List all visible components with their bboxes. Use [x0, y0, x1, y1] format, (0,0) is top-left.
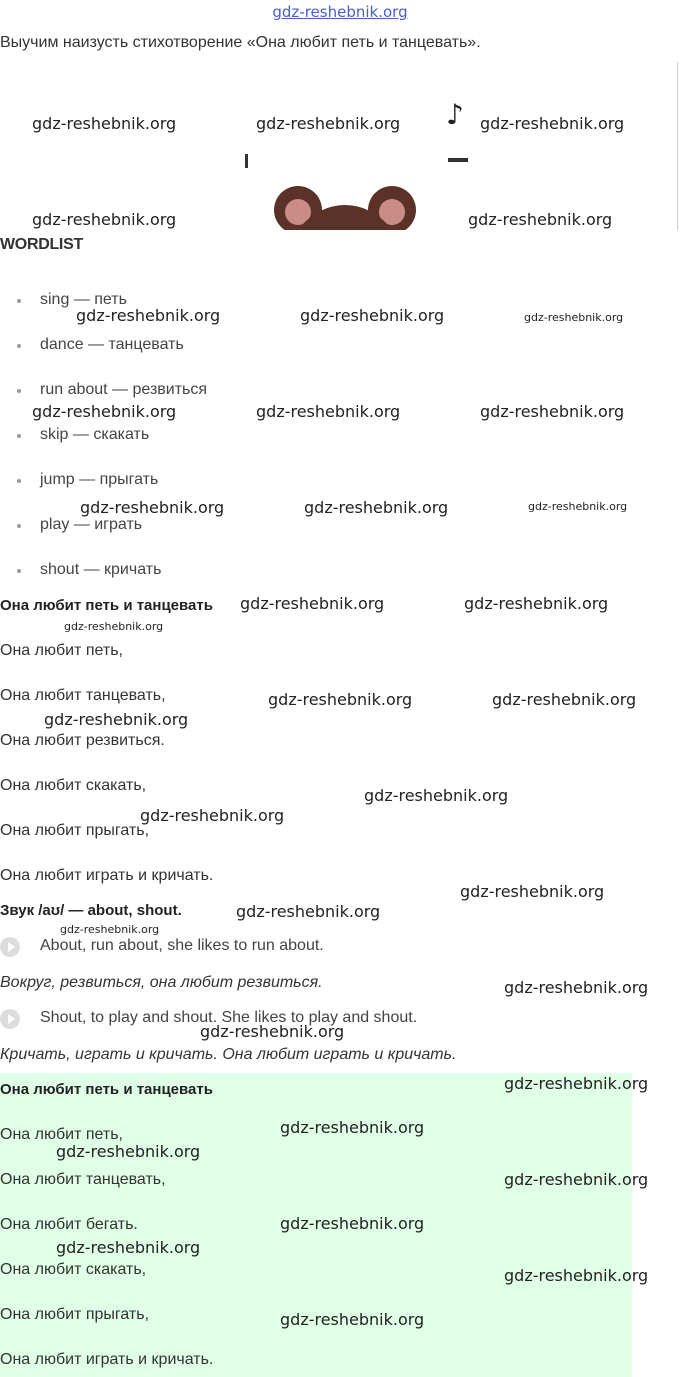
sound-line: Shout, to play and shout. She likes to play and shout.: [40, 1009, 418, 1026]
bullet-icon: [17, 479, 21, 483]
poem-line: Она любит скакать,: [0, 777, 147, 794]
site-title-link[interactable]: gdz-reshebnik.org: [272, 3, 408, 21]
sound-line: About, run about, she likes to run about.: [40, 937, 324, 954]
music-note-icon: ♪: [446, 98, 464, 131]
watermark: gdz-reshebnik.org: [468, 210, 613, 229]
watermark: gdz-reshebnik.org: [364, 786, 509, 805]
divider: [677, 62, 678, 230]
answer-line: Она любит прыгать,: [0, 1306, 150, 1323]
watermark: gdz-reshebnik.org: [32, 402, 177, 421]
watermark: gdz-reshebnik.org: [32, 114, 177, 133]
list-item: jump — прыгать: [40, 471, 159, 488]
poem-line: Она любит танцевать,: [0, 687, 166, 704]
bullet-icon: [17, 434, 21, 438]
play-audio-icon[interactable]: [0, 1009, 20, 1029]
bullet-icon: [17, 569, 21, 573]
decor-line: [448, 158, 468, 162]
answer-line: Она любит играть и кричать.: [0, 1351, 214, 1368]
watermark: gdz-reshebnik.org: [60, 923, 160, 936]
list-item: skip — скакать: [40, 426, 150, 443]
watermark: gdz-reshebnik.org: [76, 306, 221, 325]
watermark: gdz-reshebnik.org: [280, 1118, 425, 1137]
watermark: gdz-reshebnik.org: [256, 114, 401, 133]
watermark: gdz-reshebnik.org: [280, 1310, 425, 1329]
watermark: gdz-reshebnik.org: [492, 690, 637, 709]
answer-title: Она любит петь и танцевать: [0, 1081, 213, 1098]
watermark: gdz-reshebnik.org: [524, 311, 624, 324]
answer-line: Она любит скакать,: [0, 1261, 147, 1278]
watermark: gdz-reshebnik.org: [240, 594, 385, 613]
watermark: gdz-reshebnik.org: [56, 1238, 201, 1257]
watermark: gdz-reshebnik.org: [304, 498, 449, 517]
watermark: gdz-reshebnik.org: [480, 114, 625, 133]
watermark: gdz-reshebnik.org: [32, 210, 177, 229]
translation-line: Вокруг, резвиться, она любит резвиться.: [0, 974, 323, 991]
illustration: [0, 62, 680, 230]
watermark: gdz-reshebnik.org: [256, 402, 401, 421]
watermark: gdz-reshebnik.org: [268, 690, 413, 709]
poem-line: Она любит резвиться.: [0, 732, 165, 749]
watermark: gdz-reshebnik.org: [80, 498, 225, 517]
watermark: gdz-reshebnik.org: [504, 978, 649, 997]
poem-line: Она любит петь,: [0, 642, 123, 659]
list-item: sing — петь: [40, 291, 127, 308]
bullet-icon: [17, 389, 21, 393]
watermark: gdz-reshebnik.org: [464, 594, 609, 613]
answer-line: Она любит бегать.: [0, 1216, 138, 1233]
watermark: gdz-reshebnik.org: [528, 500, 628, 513]
sound-title: Звук /aʊ/ — about, shout.: [0, 902, 182, 919]
watermark: gdz-reshebnik.org: [280, 1214, 425, 1233]
watermark: gdz-reshebnik.org: [56, 1142, 201, 1161]
wordlist-title: WORDLIST: [0, 236, 83, 253]
answer-line: Она любит танцевать,: [0, 1171, 166, 1188]
watermark: gdz-reshebnik.org: [44, 710, 189, 729]
watermark: gdz-reshebnik.org: [64, 620, 164, 633]
intro-text: Выучим наизусть стихотворение «Она любит петь и танцевать».: [0, 34, 481, 51]
watermark: gdz-reshebnik.org: [200, 1022, 345, 1041]
decor-line: [245, 154, 248, 168]
poem-title: Она любит петь и танцевать: [0, 597, 213, 614]
watermark: gdz-reshebnik.org: [140, 806, 285, 825]
list-item: play — играть: [40, 516, 143, 533]
watermark: gdz-reshebnik.org: [460, 882, 605, 901]
bullet-icon: [17, 299, 21, 303]
watermark: gdz-reshebnik.org: [504, 1266, 649, 1285]
bullet-icon: [17, 524, 21, 528]
translation-line: Кричать, играть и кричать. Она любит играть и кричать.: [0, 1046, 457, 1063]
list-item: run about — резвиться: [40, 381, 208, 398]
watermark: gdz-reshebnik.org: [300, 306, 445, 325]
bear-illustration: [270, 182, 420, 230]
watermark: gdz-reshebnik.org: [480, 402, 625, 421]
watermark: gdz-reshebnik.org: [504, 1170, 649, 1189]
watermark: gdz-reshebnik.org: [504, 1074, 649, 1093]
answer-line: Она любит петь,: [0, 1126, 123, 1143]
bullet-icon: [17, 344, 21, 348]
watermark: gdz-reshebnik.org: [236, 902, 381, 921]
list-item: dance — танцевать: [40, 336, 184, 353]
poem-line: Она любит прыгать,: [0, 822, 150, 839]
list-item: shout — кричать: [40, 561, 162, 578]
poem-line: Она любит играть и кричать.: [0, 867, 214, 884]
play-audio-icon[interactable]: [0, 937, 20, 957]
